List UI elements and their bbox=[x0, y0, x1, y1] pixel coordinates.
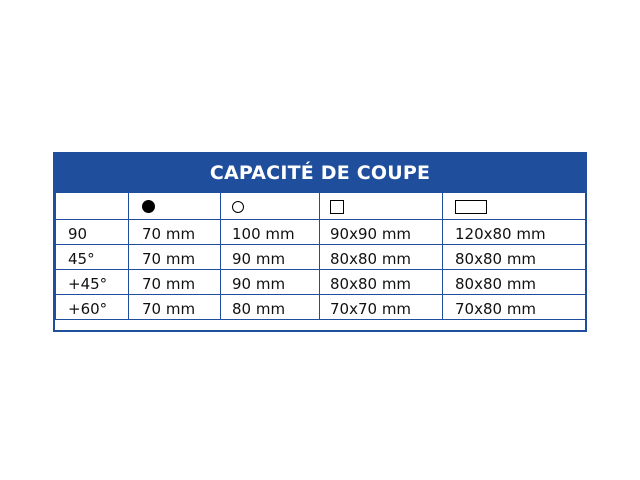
table-row bbox=[56, 295, 586, 320]
value-cell: 90x90 mm bbox=[320, 220, 443, 245]
value-cell: 70 mm bbox=[129, 245, 221, 270]
value-cell: 80x80 mm bbox=[320, 245, 443, 270]
value-cell: 80 mm bbox=[221, 295, 320, 320]
table-title: CAPACITÉ DE COUPE bbox=[55, 154, 585, 192]
header-angle-cell bbox=[56, 193, 129, 220]
table-row bbox=[56, 245, 586, 270]
angle-cell: 90 bbox=[56, 220, 129, 245]
capacity-grid bbox=[55, 192, 586, 320]
header-round-solid-cell bbox=[129, 193, 221, 220]
header-rectangle-cell bbox=[443, 193, 586, 220]
value-cell: 70 mm bbox=[129, 220, 221, 245]
value-cell: 80x80 mm bbox=[320, 270, 443, 295]
value-cell: 90 mm bbox=[221, 270, 320, 295]
value-cell: 70 mm bbox=[129, 295, 221, 320]
rectangle-icon bbox=[455, 200, 487, 214]
header-square-cell bbox=[320, 193, 443, 220]
square-icon bbox=[330, 200, 344, 214]
value-cell: 80x80 mm bbox=[443, 245, 586, 270]
value-cell: 120x80 mm bbox=[443, 220, 586, 245]
value-cell: 80x80 mm bbox=[443, 270, 586, 295]
header-row bbox=[56, 193, 586, 220]
value-cell: 70 mm bbox=[129, 270, 221, 295]
round-solid-icon bbox=[142, 200, 155, 213]
value-cell: 90 mm bbox=[221, 245, 320, 270]
value-cell: 100 mm bbox=[221, 220, 320, 245]
angle-cell: +45° bbox=[56, 270, 129, 295]
round-hollow-icon bbox=[232, 201, 244, 213]
value-cell: 70x80 mm bbox=[443, 295, 586, 320]
angle-cell: 45° bbox=[56, 245, 129, 270]
table-row bbox=[56, 220, 586, 245]
angle-cell: +60° bbox=[56, 295, 129, 320]
table-row bbox=[56, 270, 586, 295]
value-cell: 70x70 mm bbox=[320, 295, 443, 320]
header-round-hollow-cell bbox=[221, 193, 320, 220]
cutting-capacity-table bbox=[53, 152, 587, 332]
